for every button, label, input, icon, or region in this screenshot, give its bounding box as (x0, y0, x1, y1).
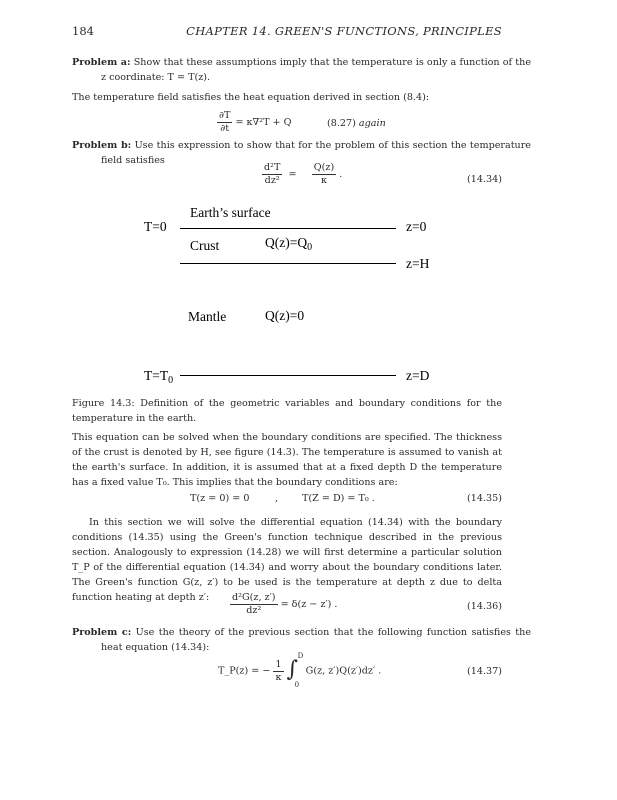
eq1434-end: . (339, 169, 343, 180)
eq1436-number: (14.36) (467, 601, 502, 612)
fig-mantle-label: Mantle (188, 309, 227, 324)
eq1436-num: d²G(z, z′) (232, 592, 276, 603)
eq827-again: again (358, 118, 386, 129)
eq827-number (327, 118, 386, 129)
problem-b-text: Use this expression to show that for the problem of this section the temperature field satisfies (101, 140, 531, 166)
fig-zD: z=D (406, 368, 430, 383)
eq1437-lhs: T_P(z) = − (218, 665, 271, 677)
eq1436-rhs: = δ(z − z′) . (280, 599, 338, 610)
problem-c-label: Problem c: (72, 627, 132, 638)
problem-a-text: Show that these assumptions imply that the temperature is only a function of the z coordinate: T = T(z). (101, 57, 531, 83)
eq1434-equals: = (288, 169, 297, 180)
fig-q-crust-text: Q(z)=Q (265, 235, 308, 250)
eq1436-den: dz² (246, 605, 262, 616)
paragraph-1: This equation can be solved when the boundary conditions are specified. The thickness of the crust is denoted by H, see figure (14.3). The temperature is assumed to vanish at the earth's surface. In addition, it is assumed that at a fixed depth D the temperature has a fixed value T₀. This implies that the boundary conditions are: (72, 432, 502, 488)
eq1437-coef-num: 1 (275, 658, 282, 670)
page-number: 184 (72, 24, 94, 38)
fig-surface-line (180, 228, 396, 229)
figure-caption: Figure 14.3: Definition of the geometric variables and boundary conditions for the temperature in the earth. (72, 398, 502, 424)
equation-14-36 (230, 592, 337, 617)
eq1437-integrand: G(z, z′)Q(z′)dz′ . (305, 665, 382, 677)
equation-14-37 (218, 652, 382, 689)
fig-z0: z=0 (406, 219, 427, 234)
eq1435-sep: , (275, 493, 279, 504)
eq1437-number: (14.37) (467, 666, 502, 677)
fig-crust-base-line (180, 263, 396, 264)
fig-earth-surface-label: Earth’s surface (190, 205, 271, 220)
equation-8-27 (217, 110, 291, 135)
eq1434-rhs-num: Q(z) (313, 162, 335, 173)
eq1437-lower: 0 (294, 681, 300, 689)
eq1434-lhs-num: d²T (264, 162, 281, 173)
fig-t-bottom-text: T=T (144, 368, 169, 383)
eq827-den: ∂t (220, 123, 230, 134)
eq827-number-text: (8.27) (327, 118, 356, 129)
fig-t0-top: T=0 (144, 219, 167, 234)
heat-eq-intro: The temperature field satisfies the heat equation derived in section (8.4): (72, 92, 430, 103)
eq1435-number: (14.35) (467, 493, 502, 504)
fig-zH: z=H (406, 256, 430, 271)
problem-a-label: Problem a: (72, 57, 131, 68)
integral-sign: ∫ D 0 (286, 652, 304, 689)
fig-q-crust-sub: 0 (307, 242, 313, 253)
eq1434-number: (14.34) (467, 174, 502, 185)
problem-a (72, 55, 531, 85)
running-head: CHAPTER 14. GREEN'S FUNCTIONS, PRINCIPLES (186, 24, 502, 38)
eq827-rhs: = κ∇²T + Q (235, 117, 292, 128)
problem-c-text: Use the theory of the previous section that the following function satisfies the heat equation (14.34): (101, 627, 531, 653)
eq1437-upper: D (297, 652, 304, 660)
eq1435-right: T(Z = D) = T₀ . (302, 493, 375, 504)
problem-b-label: Problem b: (72, 140, 132, 151)
paragraph-2: In this section we will solve the differential equation (14.34) with the boundary conditions (14.35) using the Green's function technique described in the previous section. Analogously to expression (14.28) we will first determine a particular solution T_P of the differential equation (14.34) and worry about the boundary conditions later. The Green's function G(z, z′) to be used is the temperature at depth z due to delta function heating at depth z′: (72, 517, 502, 603)
problem-c (72, 625, 531, 655)
eq1435-left: T(z = 0) = 0 (190, 493, 250, 504)
eq1434-rhs-den: κ (321, 175, 327, 186)
eq827-num: ∂T (219, 110, 231, 121)
eq1437-coef-den: κ (275, 671, 282, 683)
fig-q-mantle: Q(z)=0 (265, 308, 305, 323)
fig-q-crust (265, 235, 312, 253)
fig-t-bottom-sub: 0 (168, 375, 174, 386)
fig-crust-label: Crust (190, 238, 220, 253)
fig-t-bottom (144, 368, 173, 386)
equation-14-34 (262, 162, 342, 187)
fig-bottom-line (180, 375, 396, 376)
eq1434-lhs-den: dz² (264, 175, 280, 186)
